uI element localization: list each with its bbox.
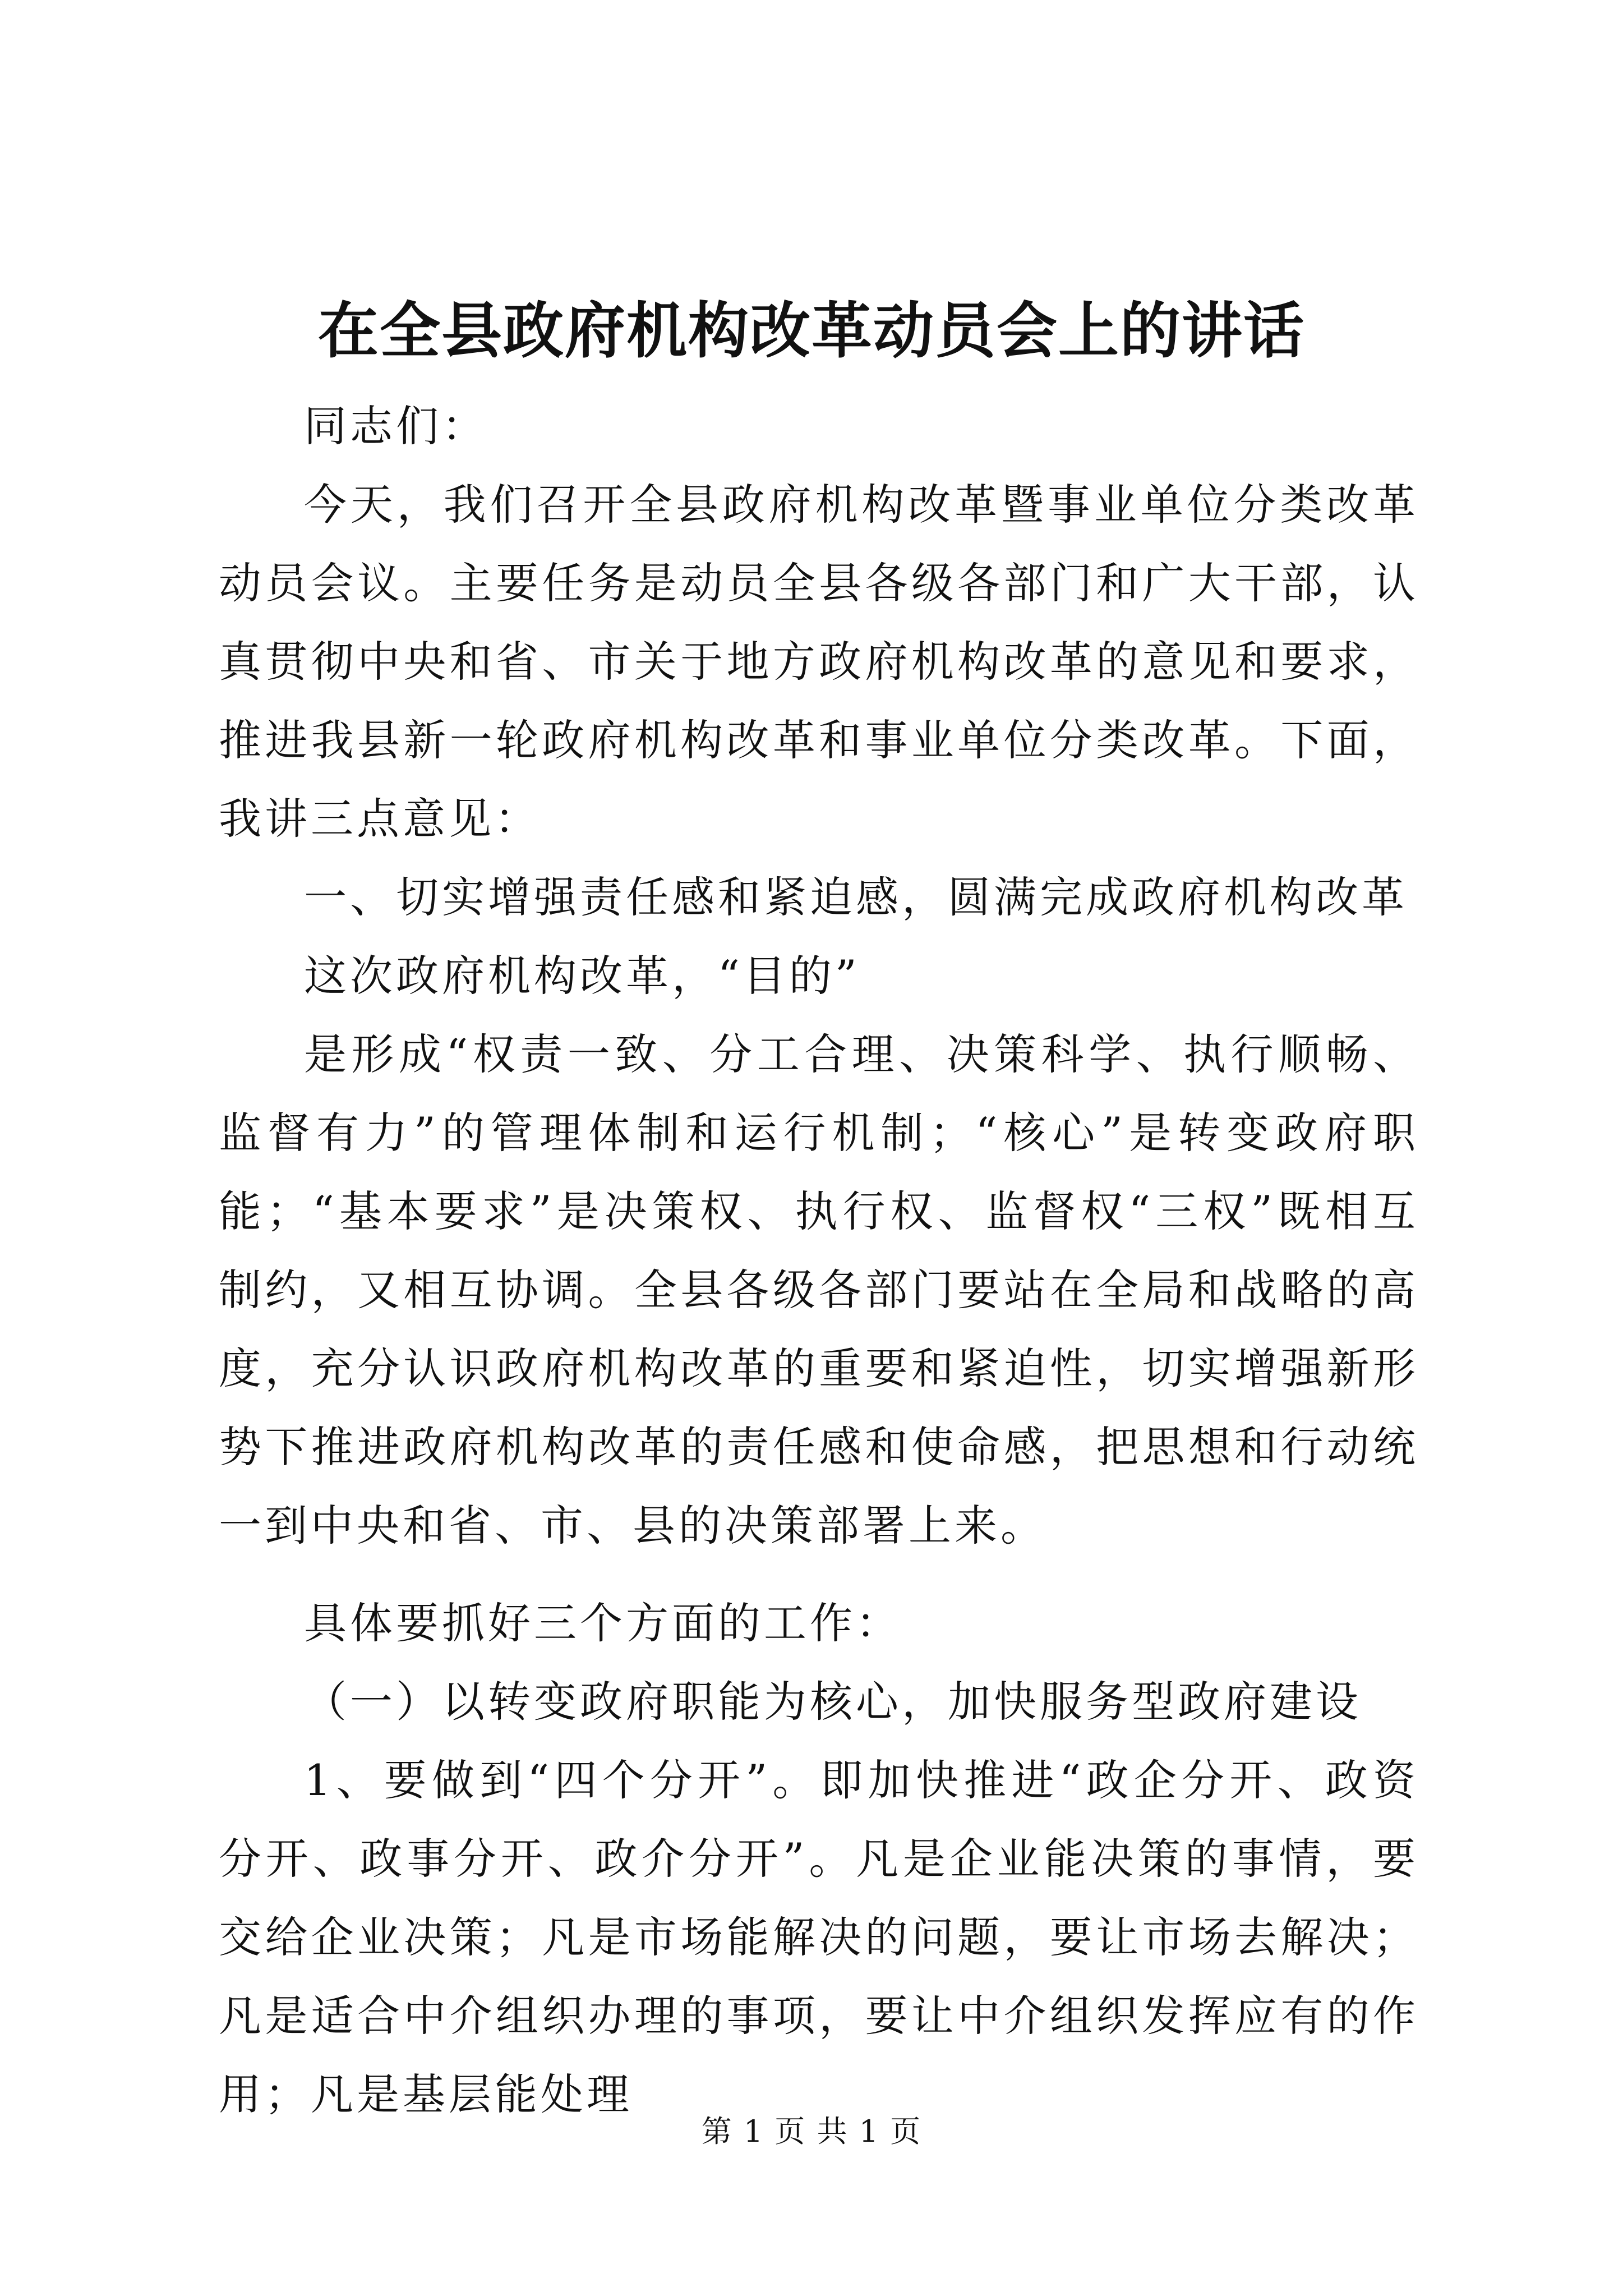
page-footer: 第 1 页 共 1 页: [701, 2114, 922, 2149]
salutation-paragraph: 同志们：: [304, 401, 488, 451]
section-heading-1: 一、切实增强责任感和紧迫感，圆满完成政府机构改革: [304, 872, 1408, 922]
body-paragraph: 这次政府机构改革，“目的”: [304, 951, 860, 1001]
body-paragraph: 具体要抓好三个方面的工作：: [304, 1598, 902, 1648]
intro-paragraph: 今天，我们召开全县政府机构改革暨事业单位分类改革动员会议。主要任务是动员全县各级各部门和广大干部，认真贯彻中央和省、市关于地方政府机构改革的意见和要求，推进我县新一轮政府机构改革和事业单位分类改革。下面，我讲三点意见：: [219, 480, 1419, 844]
body-paragraph: 1、要做到“四个分开”。即加快推进“政企分开、政资分开、政事分开、政介分开”。凡是企业能决策的事情，要交给企业决策；凡是市场能解决的问题，要让市场去解决；凡是适合中介组织办理的事项，要让中介组织发挥应有的作用；凡是基层能处理: [219, 1755, 1419, 2119]
document-title: 在全县政府机构改革动员会上的讲话: [317, 296, 1305, 366]
document-body: [219, 387, 1419, 2134]
subsection-heading-1: （一）以转变政府职能为核心，加快服务型政府建设: [304, 1677, 1362, 1727]
body-paragraph: 是形成“权责一致、分工合理、决策科学、执行顺畅、监督有力”的管理体制和运行机制；“核心”是转变政府职能；“基本要求”是决策权、执行权、监督权“三权”既相互制约，又相互协调。全县各级各部门要站在全局和战略的高度，充分认识政府机构改革的重要和紧迫性，切实增强新形势下推进政府机构改革的责任感和使命感，把思想和行动统一到中央和省、市、县的决策部署上来。: [219, 1029, 1419, 1550]
